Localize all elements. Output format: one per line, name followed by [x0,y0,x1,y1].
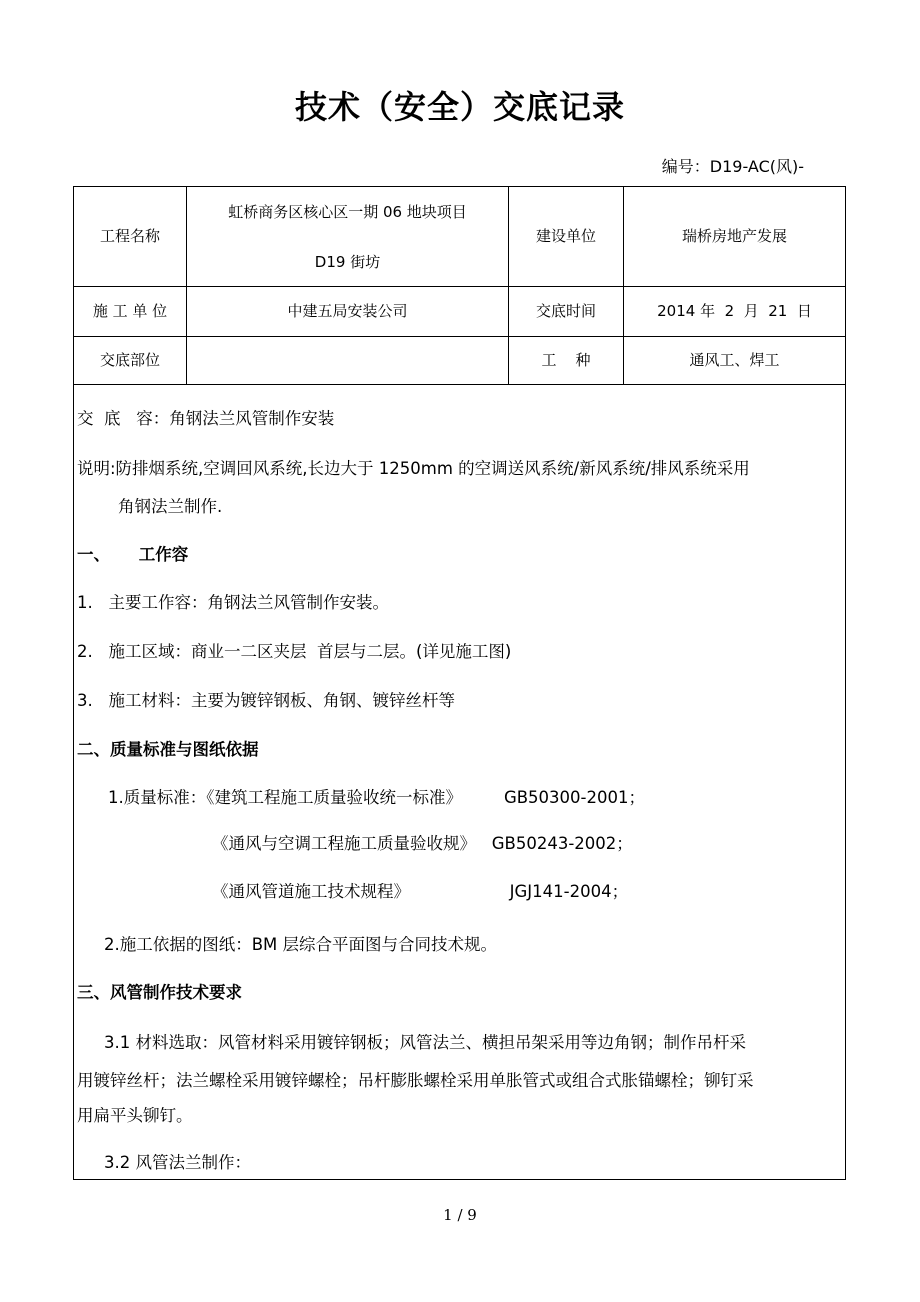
note-line-1: 说明:防排烟系统,空调回风系统,长边大于 1250mm 的空调送风系统/新风系统/排风系统采用 [77,459,750,478]
page-title: 技术（安全）交底记录 [294,88,625,126]
requirement-3-1-line-1: 3.1 材料选取：风管材料采用镀锌钢板；风管法兰、横担吊架采用等边角钢；制作吊杆采 [104,1033,746,1052]
project-name-line1: 虹桥商务区核心区一期 06 地块项目 [228,202,467,221]
owner-label: 建设单位 [509,187,624,286]
contractor-value: 中建五局安装公司 [187,287,509,336]
project-name-label: 工程名称 [74,187,187,286]
project-name-value [187,187,509,286]
project-name-line2: D19 街坊 [314,252,381,271]
list-item: 1. 主要工作容：角钢法兰风管制作安装。 [77,593,389,612]
trade-value: 通风工、焊工 [689,351,780,370]
table-row [74,187,845,287]
requirement-3-1-line-2: 用镀锌丝杆；法兰螺栓采用镀锌螺栓；吊杆膨胀螺栓采用单胀管式或组合式胀锚螺栓；铆钉采 [77,1071,754,1090]
drawings-line: 2.施工依据的图纸：BM 层综合平面图与合同技术规。 [104,935,498,954]
list-item: 3. 施工材料：主要为镀锌钢板、角钢、镀锌丝杆等 [77,691,455,710]
page-indicator: 1 / 9 [443,1206,477,1224]
note-line-2: 角钢法兰制作. [118,497,223,516]
section-1-heading: 一、 工作容 [77,545,189,564]
section-3-heading: 三、风管制作技术要求 [77,983,242,1002]
section-2-heading: 二、质量标准与图纸依据 [77,740,259,759]
location-label: 交底部位 [74,337,187,384]
standard-line-3: 《通风管道施工技术规程》 JGJ141-2004； [212,882,629,901]
record-table [73,186,846,1180]
contractor-label: 施 工 单 位 [74,287,187,336]
document-number: 编号：D19-AC(风)- [661,157,804,176]
requirement-3-2-line: 3.2 风管法兰制作： [104,1153,251,1172]
location-value [187,337,509,384]
requirement-3-1-line-3: 用扁平头铆钉。 [77,1106,193,1125]
table-row [74,337,845,385]
date-label: 交底时间 [509,287,624,336]
standard-line-1: 1.质量标准：《建筑工程施工质量验收统一标准》 GB50300-2001； [108,788,645,807]
subject-line: 交 底 容：角钢法兰风管制作安装 [77,409,335,428]
table-row [74,287,845,337]
list-item: 2. 施工区域：商业一二区夹层 首层与二层。(详见施工图) [77,642,512,661]
owner-value: 瑞桥房地产发展 [681,227,787,246]
trade-label: 工 种 [509,337,624,384]
standard-line-2: 《通风与空调工程施工质量验收规》 GB50243-2002； [212,834,633,853]
date-value: 2014 年 2 月 21 日 [657,302,812,321]
